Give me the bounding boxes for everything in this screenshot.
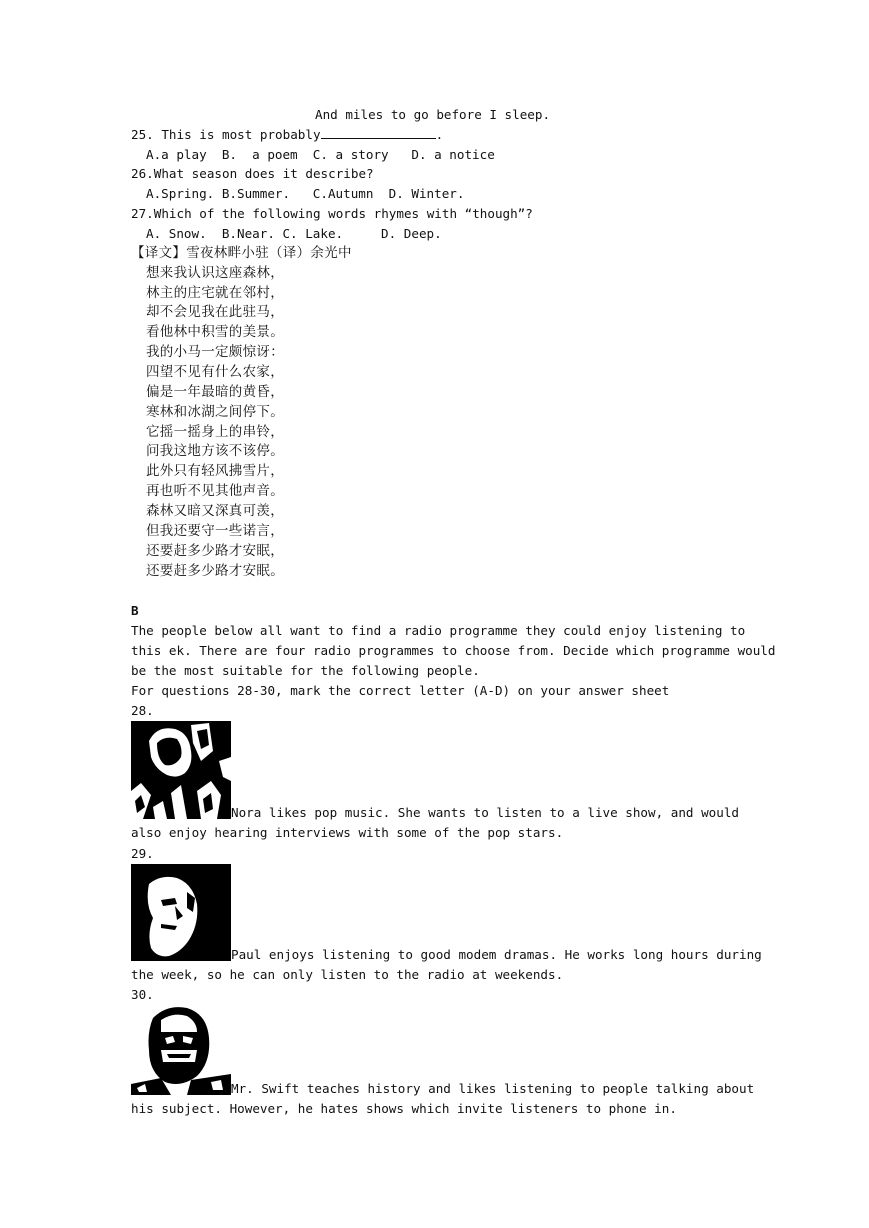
translation-line: 林主的庄宅就在邻村， bbox=[146, 285, 284, 301]
translation-line: 还要赶多少路才安眠， bbox=[146, 543, 284, 559]
person-description: Nora likes pop music. She wants to listen to a live show, and would bbox=[231, 805, 739, 820]
translation-header: 【译文】雪夜林畔小驻（译）余光中 bbox=[131, 245, 352, 261]
question-25 bbox=[131, 126, 443, 144]
translation-line: 想来我认识这座森林， bbox=[146, 265, 284, 281]
person-photo-mr-swift bbox=[131, 1004, 231, 1095]
portrait-image bbox=[131, 721, 231, 819]
translation-line: 问我这地方该不该停。 bbox=[146, 443, 284, 459]
person-photo-paul bbox=[131, 864, 231, 961]
question-27-options: A. Snow. B.Near. C. Lake. D. Deep. bbox=[146, 226, 442, 241]
person-photo-nora bbox=[131, 721, 231, 819]
question-26-options: A.Spring. B.Summer. C.Autumn D. Winter. bbox=[146, 186, 465, 201]
person-description: Paul enjoys listening to good modem dramas. He works long hours during bbox=[231, 947, 762, 962]
translation-line: 我的小马一定颇惊讶： bbox=[146, 344, 284, 360]
person-description: his subject. However, he hates shows which invite listeners to phone in. bbox=[131, 1101, 677, 1116]
question-26: 26.What season does it describe? bbox=[131, 166, 374, 181]
section-b-intro: The people below all want to find a radio programme they could enjoy listening to bbox=[131, 623, 746, 638]
question-25-options: A.a play B. a poem C. a story D. a notice bbox=[146, 147, 495, 162]
section-b-instruction: For questions 28-30, mark the correct letter (A-D) on your answer sheet bbox=[131, 683, 670, 698]
section-b-intro: be the most suitable for the following people. bbox=[131, 663, 480, 678]
section-b-intro: this ek. There are four radio programmes to choose from. Decide which programme would bbox=[131, 643, 776, 658]
person-description: Mr. Swift teaches history and likes listening to people talking about bbox=[231, 1081, 755, 1096]
translation-line: 但我还要守一些诺言， bbox=[146, 523, 284, 539]
translation-line: 还要赶多少路才安眠。 bbox=[146, 563, 284, 579]
person-description: also enjoy hearing interviews with some of the pop stars. bbox=[131, 825, 564, 840]
person-number: 29. bbox=[131, 846, 154, 861]
translation-line: 四望不见有什么农家， bbox=[146, 364, 284, 380]
question-25-end: . bbox=[435, 127, 444, 142]
translation-line: 再也听不见其他声音。 bbox=[146, 483, 284, 499]
translation-line: 它摇一摇身上的串铃， bbox=[146, 424, 284, 440]
translation-line: 却不会见我在此驻马， bbox=[146, 304, 284, 320]
portrait-image bbox=[131, 1004, 231, 1095]
question-25-stem: 25. This is most probably bbox=[131, 127, 321, 142]
translation-line: 偏是一年最暗的黄昏， bbox=[146, 384, 284, 400]
answer-blank bbox=[321, 126, 436, 139]
translation-line: 看他林中积雪的美景。 bbox=[146, 324, 284, 340]
translation-line: 寒林和冰湖之间停下。 bbox=[146, 404, 284, 420]
person-number: 28. bbox=[131, 703, 154, 718]
section-b-heading: B bbox=[131, 603, 139, 618]
person-number: 30. bbox=[131, 987, 154, 1002]
translation-line: 此外只有轻风拂雪片， bbox=[146, 463, 284, 479]
poem-last-line: And miles to go before I sleep. bbox=[315, 107, 551, 122]
question-27: 27.Which of the following words rhymes with “though”? bbox=[131, 206, 533, 221]
translation-line: 森林又暗又深真可羡， bbox=[146, 503, 284, 519]
person-description: the week, so he can only listen to the radio at weekends. bbox=[131, 967, 564, 982]
portrait-image bbox=[131, 864, 231, 961]
